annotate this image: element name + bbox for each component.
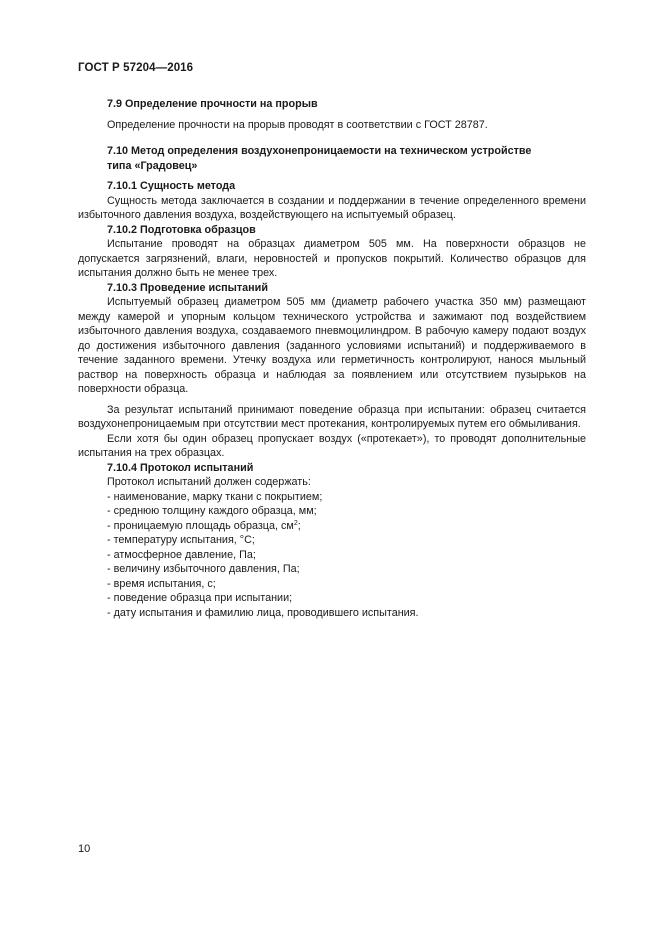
list-item: - температуру испытания, °С; [107,534,255,546]
section-7-10-3-paragraph-3: Если хотя бы один образец пропускает воздух («протекает»), то проводят дополнительные испытания на трех образцах. [78,432,586,459]
section-7-10-3-title: 7.10.3 Проведение испытаний [107,281,268,294]
section-7-9-text: Определение прочности на прорыв проводят в соответствии с ГОСТ 28787. [107,118,488,131]
list-item [107,519,586,534]
list-item-suffix: ; [297,519,301,532]
section-7-10-3-paragraph-2: За результат испытаний принимают поведение образца при испытании: образец считается воздухонепроницаемым при отсутствии мест протекания, контролируемых путем его обмыливания. [78,403,586,430]
superscript: 2 [293,519,298,527]
list-item: - дату испытания и фамилию лица, проводившего испытания. [107,606,419,619]
list-item: - наименование, марку ткани с покрытием; [107,490,323,503]
section-7-10-title-line2: типа «Градовец» [107,159,198,172]
protocol-contents-list [78,490,586,621]
list-item: - поведение образца при испытании; [107,592,293,604]
section-7-10-2-title: 7.10.2 Подготовка образцов [107,223,256,236]
document-header: ГОСТ Р 57204—2016 [78,62,194,74]
section-7-10-1-text: Сущность метода заключается в создании и поддержании в течение определенного времени избыточного давления воздуха, воздействующего на испытуемый образец. [78,194,586,221]
section-7-9-title: 7.9 Определение прочности на прорыв [107,98,318,110]
section-7-10-4-title: 7.10.4 Протокол испытаний [107,461,254,474]
list-item: - величину избыточного давления, Па; [107,563,300,575]
page-number: 10 [78,843,91,855]
section-7-10-1-title: 7.10.1 Сущность метода [107,180,236,192]
list-item: - время испытания, с; [107,577,216,590]
section-7-10-title-line1: 7.10 Метод определения воздухонепроницаемости на техническом устройстве [107,145,532,157]
document-body [78,97,586,620]
list-item: - атмосферное давление, Па; [107,548,256,561]
section-7-10-2-text: Испытание проводят на образцах диаметром 505 мм. На поверхности образцов не допускается загрязнений, влаги, неровностей и пропусков покрытий. Количество образцов для испытания должно быть не менее трех. [78,238,586,279]
section-7-10-4-intro: Протокол испытаний должен содержать: [107,476,311,488]
section-7-10-3-paragraph-1: Испытуемый образец диаметром 505 мм (диаметр рабочего участка 350 мм) размещают между камерой и упорным кольцом технического устройства и зажимают под воздействием избыточного давления воздуха, создаваемого пневмоцилиндром. В рабочую камеру подают воздух до достижения избыточного давления (заданного условиями испытаний) и поддерживаемого в течение заданного времени. Утечку воздуха или герметичность контролируют, нанося мыльный раствор на поверхность образца и наблюдая за появлением или отсутствием пузырьков на поверхности образца. [78,296,586,395]
list-item-text: - проницаемую площадь образца, см [107,519,294,532]
list-item: - среднюю толщину каждого образца, мм; [107,505,317,517]
